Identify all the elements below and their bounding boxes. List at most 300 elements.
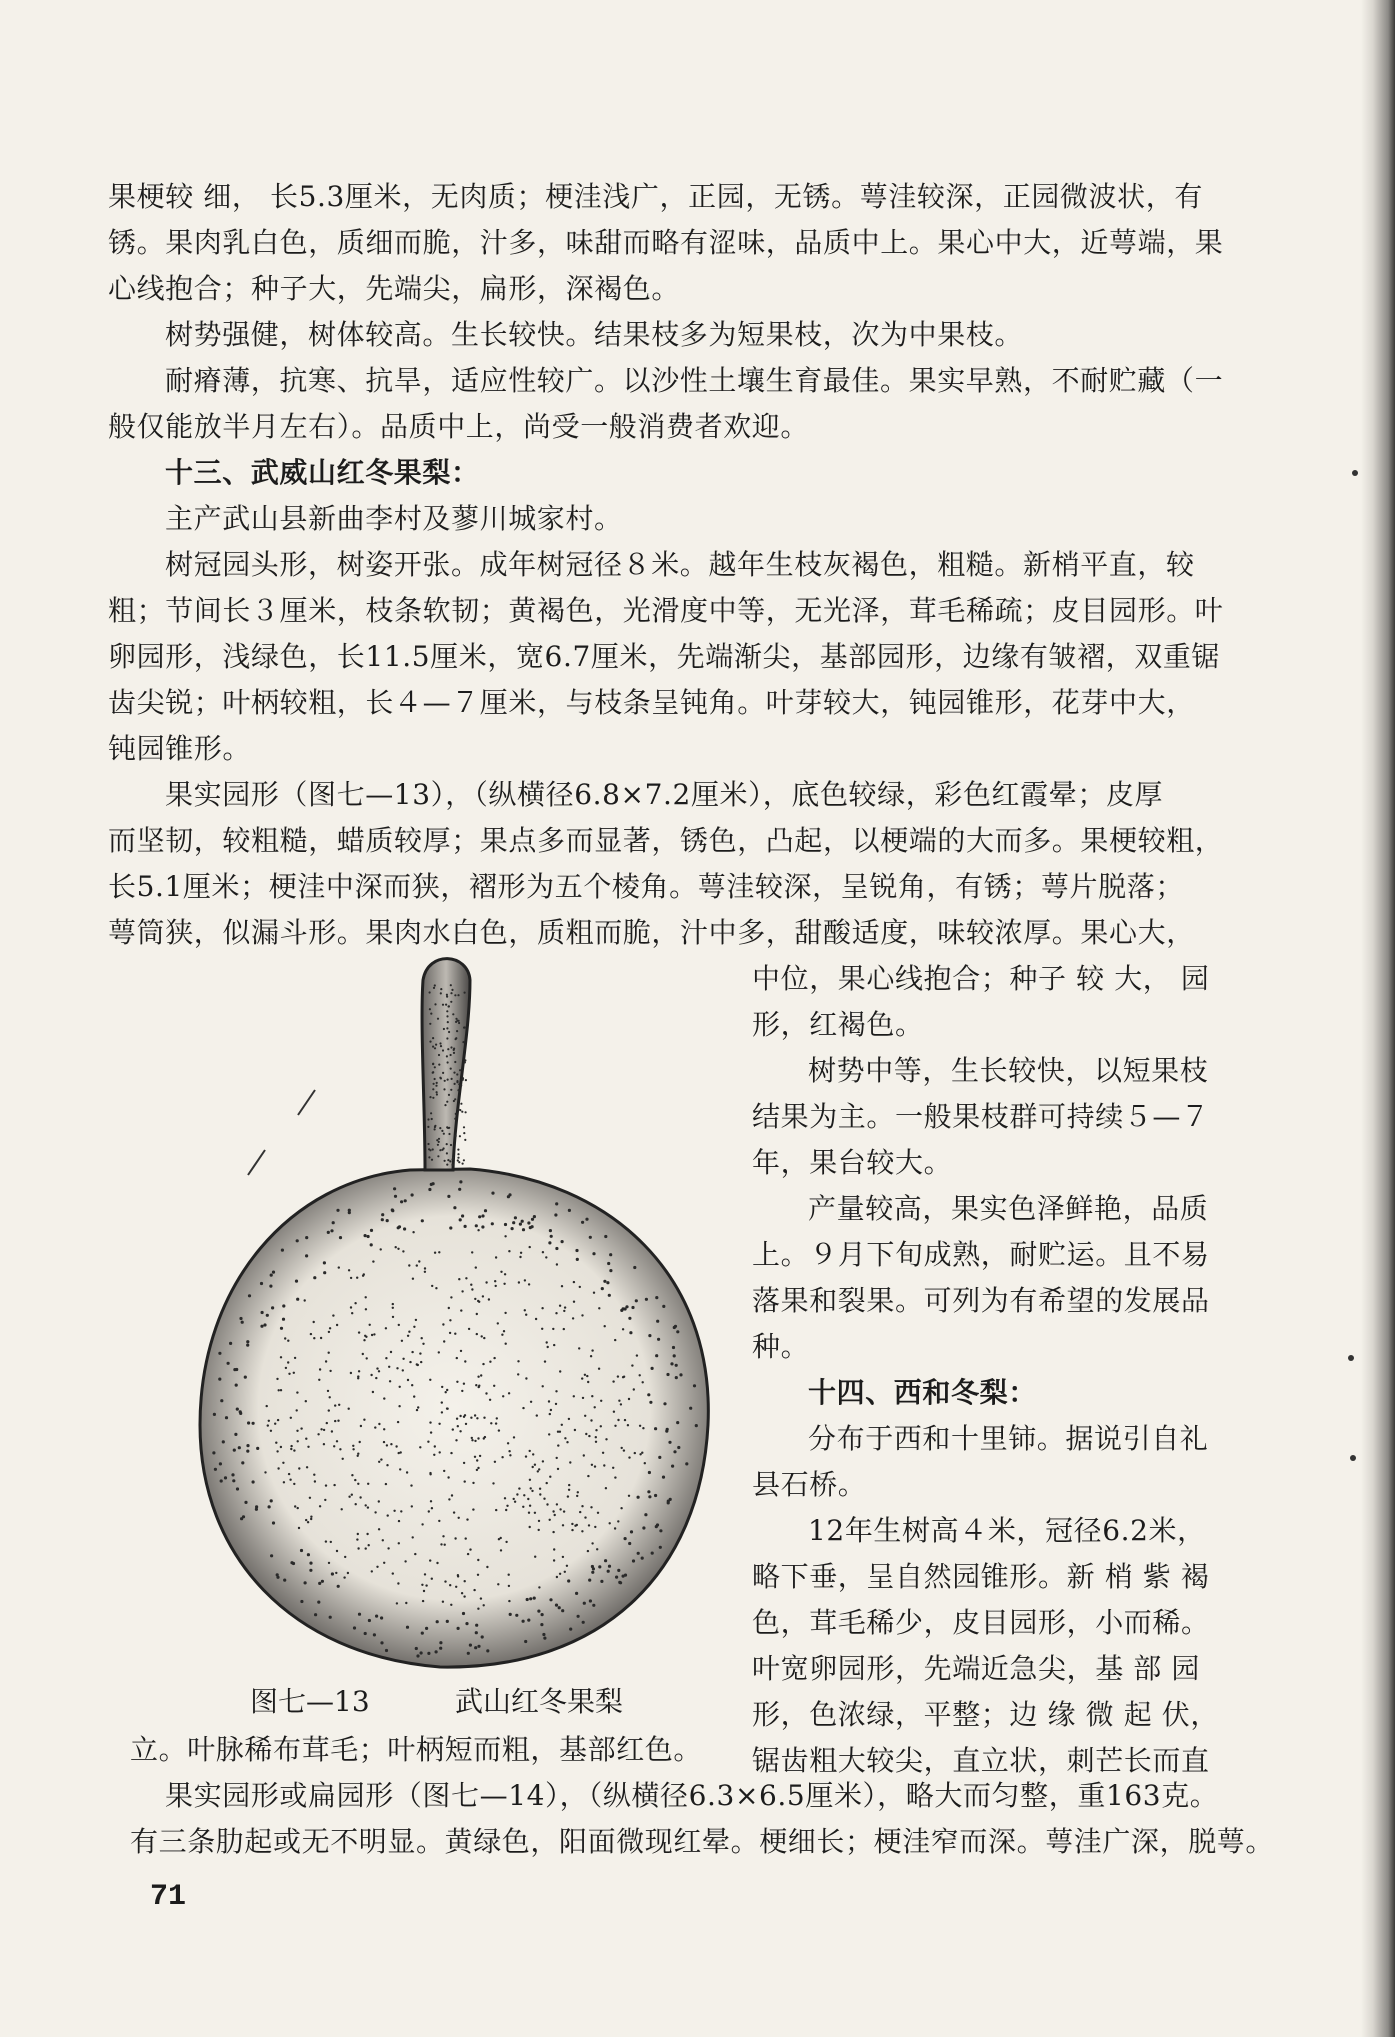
fruit-dot bbox=[621, 1447, 623, 1449]
fruit-dot bbox=[538, 1520, 540, 1522]
fruit-dot bbox=[550, 1235, 553, 1238]
fruit-dot bbox=[459, 1218, 462, 1221]
fruit-dot bbox=[406, 1471, 408, 1473]
fruit-dot bbox=[369, 1324, 371, 1326]
fruit-dot bbox=[470, 1417, 472, 1419]
fruit-dot bbox=[374, 1426, 376, 1428]
stem-dot bbox=[442, 1072, 444, 1074]
fruit-dot bbox=[662, 1476, 665, 1479]
fruit-dot bbox=[398, 1520, 400, 1522]
leader-line bbox=[248, 1150, 265, 1175]
fruit-dot bbox=[503, 1283, 505, 1285]
fruit-dot bbox=[317, 1433, 319, 1435]
fruit-dot bbox=[450, 1452, 452, 1454]
fruit-dot bbox=[590, 1419, 592, 1421]
fruit-dot bbox=[477, 1467, 479, 1469]
fruit-dot bbox=[526, 1598, 529, 1601]
text-line: 树势强健，树体较高。生长较快。结果枝多为短果枝，次为中果枝。 bbox=[165, 318, 1024, 351]
fruit-dot bbox=[357, 1547, 359, 1549]
fruit-dot bbox=[495, 1285, 497, 1287]
fruit-dot bbox=[266, 1314, 269, 1317]
fruit-dot bbox=[414, 1553, 416, 1555]
fruit-dot bbox=[252, 1480, 255, 1483]
fruit-dot bbox=[545, 1256, 547, 1258]
fruit-dot bbox=[364, 1632, 367, 1635]
fruit-dot bbox=[351, 1474, 353, 1476]
stem-dot bbox=[458, 1161, 460, 1163]
fruit-dot bbox=[514, 1501, 516, 1503]
fruit-dot bbox=[416, 1264, 418, 1266]
fruit-dot bbox=[383, 1441, 385, 1443]
fruit-dot bbox=[404, 1199, 407, 1202]
text-line: 萼筒狭，似漏斗形。果肉水白色，质粗而脆，汁中多，甜酸适度，味较浓厚。果心大， bbox=[108, 916, 1195, 949]
stem-dot bbox=[450, 1068, 452, 1070]
fruit-dot bbox=[489, 1361, 491, 1363]
text-line: 年，果台较大。 bbox=[752, 1146, 953, 1179]
fruit-dot bbox=[529, 1246, 531, 1248]
fruit-dot bbox=[219, 1462, 222, 1465]
fruit-dot bbox=[634, 1452, 636, 1454]
fruit-dot bbox=[562, 1524, 564, 1526]
fruit-dot bbox=[241, 1461, 244, 1464]
fruit-dot bbox=[464, 1414, 466, 1416]
fruit-dot bbox=[354, 1302, 356, 1304]
fruit-dot bbox=[365, 1504, 367, 1506]
fruit-dot bbox=[435, 1650, 438, 1653]
fruit-dot bbox=[617, 1569, 620, 1572]
stem-dot bbox=[454, 994, 456, 996]
fruit-dot bbox=[452, 1428, 454, 1430]
fruit-dot bbox=[247, 1421, 250, 1424]
fruit-dot bbox=[220, 1399, 223, 1402]
fruit-dot bbox=[623, 1449, 625, 1451]
fruit-dot bbox=[647, 1490, 650, 1493]
fruit-dot bbox=[429, 1559, 431, 1561]
fruit-dot bbox=[298, 1467, 300, 1469]
fruit-dot bbox=[350, 1372, 352, 1374]
fruit-dot bbox=[309, 1497, 311, 1499]
fruit-dot bbox=[276, 1573, 279, 1576]
fruit-dot bbox=[666, 1373, 669, 1376]
stem-dot bbox=[429, 1096, 431, 1098]
fruit-dot bbox=[218, 1352, 221, 1355]
fruit-dot bbox=[609, 1269, 612, 1272]
stem-dot bbox=[439, 1042, 441, 1044]
fruit-dot bbox=[416, 1409, 418, 1411]
text-line: 色，茸毛稀少，皮目园形，小而稀。 bbox=[752, 1606, 1210, 1639]
fruit-dot bbox=[496, 1417, 498, 1419]
fruit-dot bbox=[558, 1606, 561, 1609]
stem-dot bbox=[436, 1082, 438, 1084]
stem-dot bbox=[434, 1128, 436, 1130]
fruit-dot bbox=[402, 1369, 404, 1371]
fruit-dot bbox=[483, 1437, 485, 1439]
fruit-dot bbox=[457, 1575, 459, 1577]
fruit-dot bbox=[305, 1519, 307, 1521]
fruit-dot bbox=[459, 1430, 461, 1432]
fruit-dot bbox=[277, 1419, 279, 1421]
fruit-dot bbox=[378, 1500, 380, 1502]
fruit-dot bbox=[463, 1383, 465, 1385]
fruit-dot bbox=[430, 1500, 432, 1502]
fruit-dot bbox=[648, 1495, 651, 1498]
fruit-dot bbox=[365, 1296, 367, 1298]
fruit-dot bbox=[389, 1380, 391, 1382]
stem-dot bbox=[457, 1149, 459, 1151]
fruit-dot bbox=[590, 1506, 592, 1508]
fruit-dot bbox=[552, 1328, 554, 1330]
fruit-dot bbox=[444, 1580, 446, 1582]
fruit-dot bbox=[521, 1220, 524, 1223]
fruit-dot bbox=[403, 1227, 406, 1230]
fruit-dot bbox=[401, 1340, 403, 1342]
stem-dot bbox=[450, 1144, 452, 1146]
stem-dot bbox=[454, 1083, 456, 1085]
fruit-dot bbox=[538, 1468, 540, 1470]
stem-dot bbox=[439, 1077, 441, 1079]
fruit-dot bbox=[488, 1298, 490, 1300]
fruit-dot bbox=[424, 1267, 426, 1269]
fruit-dot bbox=[364, 1234, 367, 1237]
fruit-dot bbox=[398, 1542, 400, 1544]
fruit-dot bbox=[380, 1248, 382, 1250]
fruit-dot bbox=[492, 1482, 494, 1484]
fruit-dot bbox=[367, 1506, 369, 1508]
stem-dot bbox=[442, 1004, 444, 1006]
fruit-dot bbox=[438, 1351, 440, 1353]
fruit-dot bbox=[477, 1645, 480, 1648]
page-number: 71 bbox=[150, 1880, 187, 1914]
fruit-dot bbox=[484, 1209, 487, 1212]
fruit-dot bbox=[385, 1357, 387, 1359]
stem-dot bbox=[451, 1164, 453, 1166]
fruit-dot bbox=[629, 1331, 632, 1334]
fruit-dot bbox=[659, 1546, 662, 1549]
fruit-dot bbox=[425, 1627, 428, 1630]
fruit-dot bbox=[470, 1284, 472, 1286]
fruit-dot bbox=[476, 1333, 478, 1335]
fruit-dot bbox=[528, 1512, 530, 1514]
fruit-dot bbox=[472, 1482, 474, 1484]
fruit-dot bbox=[395, 1246, 397, 1248]
fruit-dot bbox=[363, 1419, 365, 1421]
fruit-dot bbox=[466, 1518, 468, 1520]
fruit-dot bbox=[387, 1514, 389, 1516]
fruit-dot bbox=[457, 1425, 459, 1427]
fruit-dot bbox=[334, 1404, 336, 1406]
fruit-dot bbox=[605, 1438, 607, 1440]
fruit-dot bbox=[675, 1376, 678, 1379]
fruit-dot bbox=[413, 1395, 415, 1397]
fruit-dot bbox=[240, 1517, 243, 1520]
fruit-dot bbox=[296, 1409, 298, 1411]
fruit-dot bbox=[469, 1644, 472, 1647]
fruit-dot bbox=[527, 1619, 530, 1622]
fruit-dot bbox=[443, 1470, 445, 1472]
fruit-dot bbox=[486, 1649, 489, 1652]
fruit-dot bbox=[542, 1251, 544, 1253]
fruit-dot bbox=[505, 1541, 507, 1543]
fruit-dot bbox=[252, 1422, 255, 1425]
pear-drawing bbox=[170, 955, 730, 1685]
fruit-dot bbox=[538, 1586, 540, 1588]
fruit-dot bbox=[455, 1586, 457, 1588]
fruit-dot bbox=[656, 1320, 659, 1323]
fruit-dot bbox=[515, 1614, 518, 1617]
fruit-dot bbox=[306, 1466, 308, 1468]
fruit-dot bbox=[602, 1452, 604, 1454]
fruit-dot bbox=[493, 1357, 495, 1359]
fruit-dot bbox=[584, 1374, 586, 1376]
fruit-dot bbox=[327, 1390, 329, 1392]
stem-dot bbox=[446, 994, 448, 996]
fruit-dot bbox=[461, 1390, 463, 1392]
fruit-dot bbox=[327, 1231, 330, 1234]
fruit-dot bbox=[329, 1396, 331, 1398]
fruit-dot bbox=[504, 1497, 506, 1499]
fruit-dot bbox=[478, 1301, 480, 1303]
fruit-dot bbox=[393, 1510, 395, 1512]
fruit-dot bbox=[675, 1364, 678, 1367]
fruit-dot bbox=[642, 1381, 644, 1383]
fruit-dot bbox=[563, 1510, 565, 1512]
fruit-dot bbox=[504, 1273, 506, 1275]
fruit-dot bbox=[357, 1483, 359, 1485]
stem-dot bbox=[429, 1023, 431, 1025]
fruit-dot bbox=[514, 1216, 517, 1219]
fruit-dot bbox=[480, 1374, 482, 1376]
stem-dot bbox=[446, 1055, 448, 1057]
fruit-dot bbox=[508, 1600, 510, 1602]
stem-dot bbox=[429, 1008, 431, 1010]
fruit-dot bbox=[385, 1649, 388, 1652]
fruit-dot bbox=[543, 1498, 545, 1500]
fruit-dot bbox=[275, 1442, 277, 1444]
fruit-dot bbox=[543, 1637, 546, 1640]
fruit-dot bbox=[559, 1305, 561, 1307]
fruit-dot bbox=[419, 1352, 421, 1354]
fruit-dot bbox=[491, 1222, 494, 1225]
text-line: 钝园锥形。 bbox=[108, 732, 252, 765]
fruit-dot bbox=[342, 1458, 344, 1460]
fruit-dot bbox=[512, 1221, 515, 1224]
fruit-dot bbox=[433, 1454, 435, 1456]
fruit-dot bbox=[246, 1340, 249, 1343]
stem-dot bbox=[443, 1028, 445, 1030]
fruit-dot bbox=[456, 1418, 458, 1420]
fruit-dot bbox=[645, 1298, 648, 1301]
fruit-dot bbox=[550, 1409, 552, 1411]
fruit-dot bbox=[506, 1505, 508, 1507]
fruit-dot bbox=[613, 1411, 615, 1413]
fruit-dot bbox=[412, 1278, 414, 1280]
fruit-dot bbox=[406, 1626, 409, 1629]
fruit-dot bbox=[378, 1370, 380, 1372]
fruit-dot bbox=[331, 1572, 334, 1575]
fruit-dot bbox=[353, 1626, 356, 1629]
fruit-dot bbox=[449, 1332, 451, 1334]
fruit-dot bbox=[559, 1573, 561, 1575]
fruit-dot bbox=[465, 1537, 467, 1539]
section-heading: 十三、武威山红冬果梨： bbox=[165, 456, 480, 489]
fruit-dot bbox=[344, 1556, 346, 1558]
stem-dot bbox=[438, 1054, 440, 1056]
fruit-dot bbox=[421, 1523, 423, 1525]
fruit-dot bbox=[307, 1521, 309, 1523]
fruit-dot bbox=[397, 1248, 399, 1250]
stem-dot bbox=[429, 991, 431, 993]
fruit-dot bbox=[591, 1565, 594, 1568]
fruit-dot bbox=[477, 1437, 479, 1439]
fruit-dot bbox=[563, 1328, 565, 1330]
stem-dot bbox=[454, 1061, 456, 1063]
fruit-dot bbox=[298, 1527, 300, 1529]
fruit-dot bbox=[319, 1505, 321, 1507]
stem-dot bbox=[450, 1001, 452, 1003]
fruit-dot bbox=[575, 1249, 578, 1252]
fruit-dot bbox=[577, 1491, 579, 1493]
fruit-dot bbox=[408, 1331, 410, 1333]
stem-dot bbox=[448, 1094, 450, 1096]
fruit-dot bbox=[666, 1428, 669, 1431]
fruit-dot bbox=[635, 1299, 638, 1302]
stem-dot bbox=[455, 1135, 457, 1137]
fruit-dot bbox=[363, 1273, 365, 1275]
fruit-dot bbox=[333, 1445, 335, 1447]
fruit-dot bbox=[518, 1487, 520, 1489]
fruit-dot bbox=[430, 1183, 433, 1186]
fruit-dot bbox=[304, 1581, 307, 1584]
fruit-dot bbox=[576, 1495, 578, 1497]
fruit-dot bbox=[513, 1498, 515, 1500]
fruit-dot bbox=[502, 1395, 504, 1397]
fruit-dot bbox=[581, 1505, 583, 1507]
fruit-dot bbox=[474, 1456, 476, 1458]
fruit-dot bbox=[540, 1623, 543, 1626]
fruit-dot bbox=[300, 1600, 303, 1603]
fruit-dot bbox=[598, 1565, 601, 1568]
text-line: 分布于西和十里铈。据说引自礼 bbox=[808, 1422, 1209, 1455]
text-line: 12年生树高４米，冠径6.2米， bbox=[808, 1514, 1206, 1547]
fruit-dot bbox=[620, 1403, 622, 1405]
fruit-dot bbox=[477, 1608, 479, 1610]
text-line: 粗；节间长３厘米，枝条软韧；黄褐色，光滑度中等，无光泽，茸毛稀疏；皮目园形。叶 bbox=[108, 594, 1224, 627]
fruit-dot bbox=[590, 1355, 592, 1357]
fruit-dot bbox=[525, 1314, 527, 1316]
fruit-dot bbox=[649, 1401, 652, 1404]
fruit-dot bbox=[405, 1602, 407, 1604]
fruit-dot bbox=[568, 1418, 570, 1420]
fruit-dot bbox=[516, 1493, 518, 1495]
fruit-dot bbox=[357, 1533, 359, 1535]
fruit-dot bbox=[320, 1428, 322, 1430]
fruit-dot bbox=[407, 1335, 409, 1337]
fruit-dot bbox=[524, 1279, 526, 1281]
fruit-dot bbox=[600, 1580, 603, 1583]
fruit-dot bbox=[529, 1450, 531, 1452]
fruit-dot bbox=[319, 1368, 321, 1370]
fruit-dot bbox=[555, 1403, 557, 1405]
fruit-dot bbox=[241, 1321, 244, 1324]
fruit-dot bbox=[297, 1507, 299, 1509]
fruit-dot bbox=[476, 1469, 478, 1471]
text-line: 果梗较 细， 长5.3厘米，无肉质；梗洼浅广，正园，无锈。萼洼较深，正园微波状，有 bbox=[108, 180, 1203, 213]
fruit-dot bbox=[282, 1318, 285, 1321]
fruit-dot bbox=[278, 1389, 280, 1391]
fruit-dot bbox=[587, 1381, 589, 1383]
fruit-dot bbox=[519, 1256, 521, 1258]
fruit-dot bbox=[582, 1621, 585, 1624]
fruit-dot bbox=[310, 1516, 312, 1518]
fruit-dot bbox=[447, 1476, 449, 1478]
fruit-dot bbox=[441, 1411, 443, 1413]
fruit-dot bbox=[490, 1422, 492, 1424]
fruit-dot bbox=[524, 1309, 526, 1311]
text-line: 叶宽卵园形，先端近急尖，基 部 园 bbox=[752, 1652, 1201, 1685]
fruit-dot bbox=[374, 1511, 376, 1513]
fruit-dot bbox=[365, 1308, 367, 1310]
fruit-dot bbox=[321, 1580, 324, 1583]
stem-dot bbox=[447, 1061, 449, 1063]
fruit-dot bbox=[501, 1334, 503, 1336]
fruit-dot bbox=[559, 1370, 561, 1372]
fruit-dot bbox=[429, 1421, 431, 1423]
fruit-dot bbox=[542, 1385, 544, 1387]
fruit-dot bbox=[296, 1430, 298, 1432]
fruit-dot bbox=[559, 1508, 561, 1510]
fruit-dot bbox=[339, 1448, 341, 1450]
fruit-dot bbox=[380, 1458, 382, 1460]
fruit-dot bbox=[465, 1277, 467, 1279]
fruit-dot bbox=[310, 1518, 312, 1520]
fruit-dot bbox=[485, 1281, 487, 1283]
fruit-dot bbox=[337, 1420, 339, 1422]
fruit-dot bbox=[352, 1448, 354, 1450]
stem-dot bbox=[451, 1078, 453, 1080]
fruit-dot bbox=[304, 1299, 306, 1301]
fruit-dot bbox=[395, 1445, 397, 1447]
fruit-dot bbox=[456, 1357, 458, 1359]
fruit-dot bbox=[530, 1401, 532, 1403]
fruit-dot bbox=[552, 1531, 554, 1533]
stem-dot bbox=[431, 1118, 433, 1120]
fruit-dot bbox=[628, 1456, 630, 1458]
fruit-dot bbox=[459, 1415, 461, 1417]
fruit-dot bbox=[347, 1572, 349, 1574]
fruit-dot bbox=[517, 1373, 519, 1375]
fruit-dot bbox=[231, 1473, 234, 1476]
fruit-dot bbox=[481, 1335, 483, 1337]
fruit-dot bbox=[449, 1584, 451, 1586]
stem-dot bbox=[441, 1149, 443, 1151]
fruit-dot bbox=[471, 1439, 473, 1441]
fruit-dot bbox=[475, 1624, 478, 1627]
stem-dot bbox=[444, 1080, 446, 1082]
stem-dot bbox=[454, 1118, 456, 1120]
stem-dot bbox=[450, 1046, 452, 1048]
fruit-dot bbox=[622, 1328, 624, 1330]
fruit-dot bbox=[270, 1430, 272, 1432]
fruit-dot bbox=[508, 1193, 511, 1196]
fruit-dot bbox=[478, 1215, 481, 1218]
fruit-dot bbox=[330, 1541, 332, 1543]
fruit-dot bbox=[232, 1479, 235, 1482]
text-line: 果实园形（图七—13），（纵横径6.8×7.2厘米），底色较绿，彩色红霞晕；皮厚 bbox=[165, 778, 1164, 811]
fruit-dot bbox=[282, 1462, 284, 1464]
fruit-dot bbox=[423, 1590, 425, 1592]
fruit-dot bbox=[648, 1471, 651, 1474]
fruit-dot bbox=[548, 1400, 550, 1402]
